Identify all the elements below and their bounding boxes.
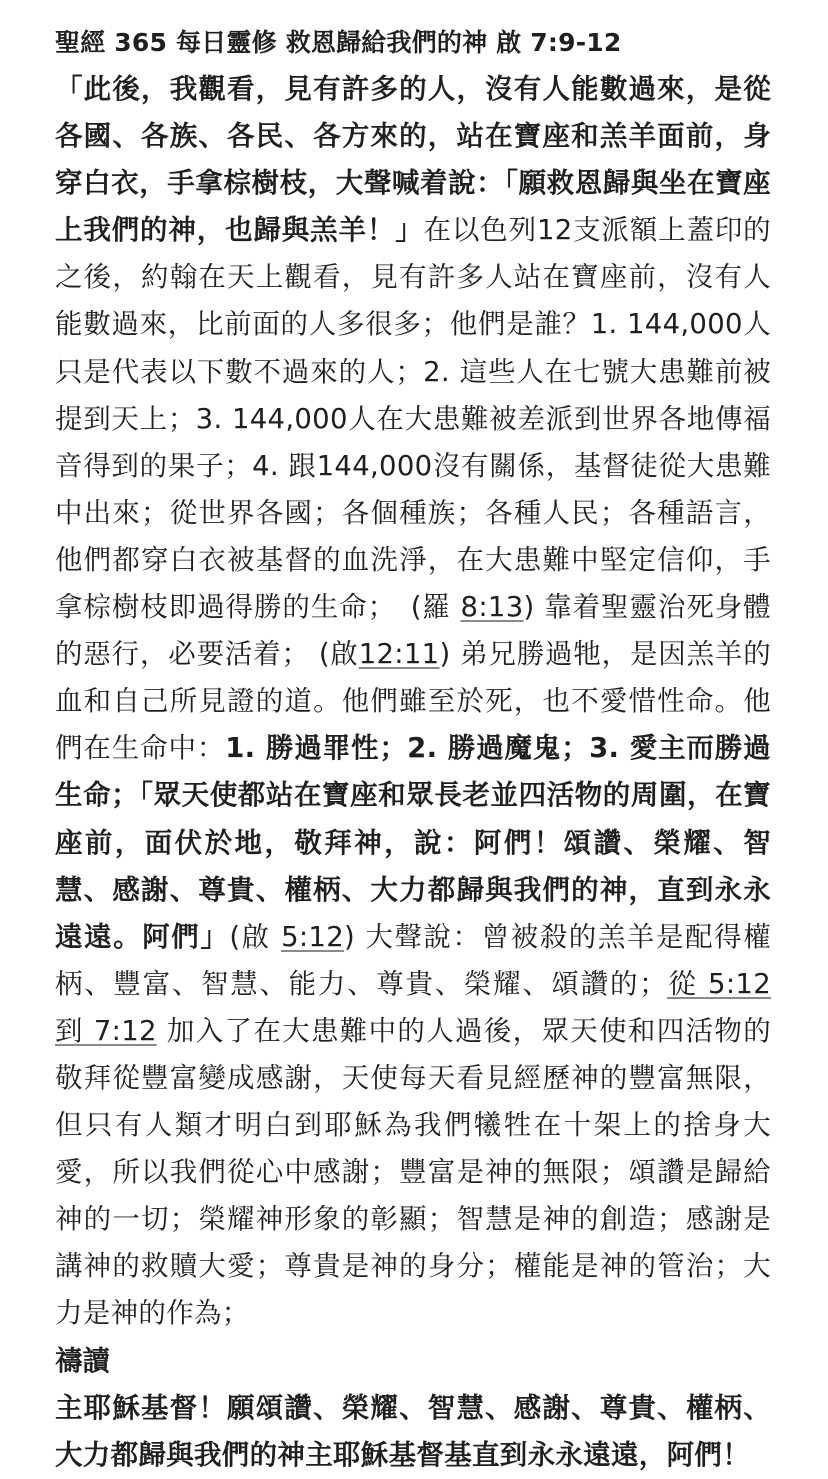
commentary-text: ) 大聲說：曾被殺的羔羊是配得權柄、豐富、智慧、能力、尊貴、榮耀、頌讚的； xyxy=(55,920,771,1000)
devotional-body xyxy=(55,66,771,1338)
verse-link-5-12-to-7-12[interactable]: 從 5:12 到 7:12 xyxy=(55,967,771,1047)
scripture-quote-bold: 「此後，我觀看，見有許多的人，沒有人能數過來，是從各國、各族、各民、各方來的，站在寶座和羔羊面前，身穿白衣，手拿棕樹枝，大聲喊着說：「願救恩歸與坐在寶座上我們的神，也歸與羔羊！」 xyxy=(55,73,771,247)
verse-link-romans-8-13[interactable]: 8:13 xyxy=(460,591,524,624)
commentary-text: 在以色列12支派額上蓋印的之後，約翰在天上觀看，見有許多人站在寶座前，沒有人能數過來，比前面的人多很多；他們是誰？1. 144,000人只是代表以下數不過來的人；2. 這些人在七號大患難前被提到天上；3. 144,000人在大患難被差派到世界各地傳福音得到的果子；4. 跟144,000沒有關係，基督徒從大患難中出來；從世界各國；各個種族；各種人民；各種語言，他們都穿白衣被基督的血洗淨，在大患難中堅定信仰，手拿棕樹枝即過得勝的生命； (羅 xyxy=(55,214,771,624)
commentary-text: 加入了在大患難中的人過後，眾天使和四活物的敬拜從豐富變成感謝，天使每天看見經歷神的豐富無限，但只有人類才明白到耶穌為我們犧牲在十架上的捨身大愛，所以我們從心中感謝；豐富是神的無限；頌讚是歸給神的一切；榮耀神形象的彰顯；智慧是神的創造；感謝是講神的救贖大愛；尊貴是神的身分；權能是神的管治；大力是神的作為； xyxy=(55,1014,771,1330)
verse-link-revelation-5-12[interactable]: 5:12 xyxy=(281,920,345,953)
victory-points-bold: 1. 勝過罪性；2. 勝過魔鬼；3. 愛主而勝過生命；「眾天使都站在寶座和眾長老並四活物的周圍，在寶座前，面伏於地，敬拜神，說：阿們！頌讚、榮耀、智慧、感謝、尊貴、權柄、大力都歸與我們的神，直到永永遠遠。阿們」 xyxy=(55,732,771,953)
verse-link-revelation-12-11[interactable]: 12:11 xyxy=(358,638,440,671)
commentary-text: (啟 xyxy=(229,920,282,953)
commentary-text: ) 靠着聖靈治死身體的惡行，必要活着； (啟 xyxy=(55,591,771,671)
prayer-heading: 禱讀 xyxy=(55,1344,110,1377)
commentary-text: ) 弟兄勝過牠，是因羔羊的血和自己所見證的道。他們雖至於死，也不愛惜性命。他們在生命中： xyxy=(55,638,771,765)
devotional-page xyxy=(55,24,771,1479)
prayer-text: 主耶穌基督！願頌讚、榮耀、智慧、感謝、尊貴、權柄、大力都歸與我們的神主耶穌基督基直到永永遠遠，阿們！ xyxy=(55,1391,771,1471)
page-title: 聖經 365 每日靈修 救恩歸給我們的神 啟 7:9-12 xyxy=(55,28,622,57)
